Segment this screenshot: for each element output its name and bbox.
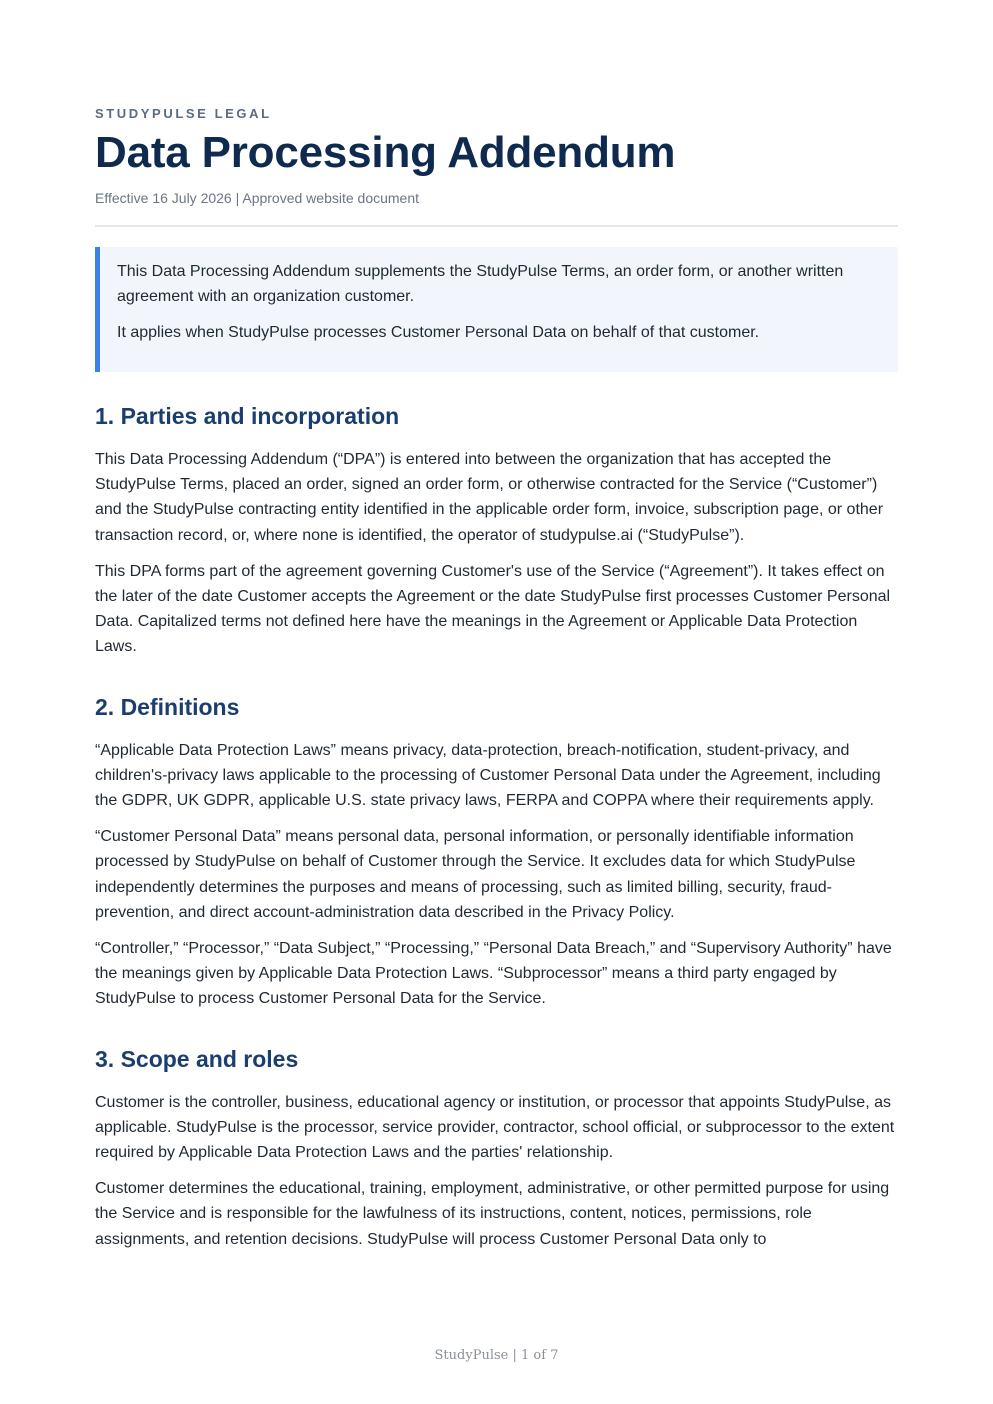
page-footer	[0, 1348, 993, 1363]
section-definitions	[95, 689, 898, 1012]
callout-paragraph: This Data Processing Addendum supplements the StudyPulse Terms, an order form, or another written agreement with an organization customer.	[117, 263, 844, 305]
section-paragraph: “Applicable Data Protection Laws” means privacy, data-protection, breach-notification, student-privacy, and children's-privacy laws applicable to the processing of Customer Personal Data under the Agreement, including the GDPR, UK GDPR, applicable U.S. state privacy laws, FERPA and COPPA where their requirements apply.	[95, 741, 881, 810]
section-heading: 2. Definitions	[95, 693, 240, 720]
footer-separator: |	[512, 1348, 517, 1363]
section-heading: 3. Scope and roles	[95, 1045, 299, 1072]
section-paragraph: This DPA forms part of the agreement governing Customer's use of the Service (“Agreement”). It takes effect on the later of the date Customer accepts the Agreement or the date StudyPulse first processes Customer Personal Data. Capitalized terms not defined here have the meanings in the Agreement or Applicable Data Protection Laws.	[95, 562, 891, 656]
section-scope-and-roles	[95, 1041, 898, 1252]
section-heading: 1. Parties and incorporation	[95, 403, 400, 429]
section-paragraph: “Customer Personal Data” means personal data, personal information, or personally identifiable information processed by StudyPulse on behalf of Customer through the Service. It excludes data for which StudyPulse independently determines the purposes and means of processing, such as limited billing, security, fraud-prevention, and direct account-administration data described in the Privacy Policy.	[95, 828, 856, 921]
section-paragraph: Customer is the controller, business, educational agency or institution, or processor that appoints StudyPulse, as applicable. StudyPulse is the processor, service provider, contractor, school official, or subprocessor to the extent required by Applicable Data Protection Laws and the parties' relationship.	[95, 1093, 895, 1162]
section-parties	[95, 398, 898, 660]
effective-date-meta: Effective 16 July 2026 | Approved website document	[95, 190, 420, 206]
document-body	[95, 398, 898, 1263]
footer-brand: StudyPulse	[434, 1348, 509, 1363]
callout-paragraph: It applies when StudyPulse processes Customer Personal Data on behalf of that customer.	[117, 324, 760, 341]
header-divider	[95, 225, 898, 227]
section-paragraph: This Data Processing Addendum (“DPA”) is entered into between the organization that has accepted the StudyPulse Terms, placed an order, signed an order form, or otherwise contracted for the Service (“Customer”) and the StudyPulse contracting entity identified in the applicable order form, invoice, subscription page, or other transaction record, or, where none is identified, the operator of studypulse.ai (“StudyPulse”).	[95, 451, 884, 544]
section-paragraph: Customer determines the educational, training, employment, administrative, or other permitted purpose for using the Service and is responsible for the lawfulness of its instructions, content, notices, permissions, role assignments, and retention decisions. StudyPulse will process Customer Personal Data only to	[95, 1180, 890, 1248]
page-title: Data Processing Addendum	[95, 128, 676, 177]
summary-callout	[95, 247, 898, 372]
section-paragraph: “Controller,” “Processor,” “Data Subject,” “Processing,” “Personal Data Breach,” and “Supervisory Authority” have the meanings given by Applicable Data Protection Laws. “Subprocessor” means a third party engaged by StudyPulse to process Customer Personal Data for the Service.	[95, 940, 892, 1008]
brand-eyebrow: STUDYPULSE LEGAL	[95, 106, 272, 121]
page-number: 1 of 7	[521, 1348, 559, 1363]
